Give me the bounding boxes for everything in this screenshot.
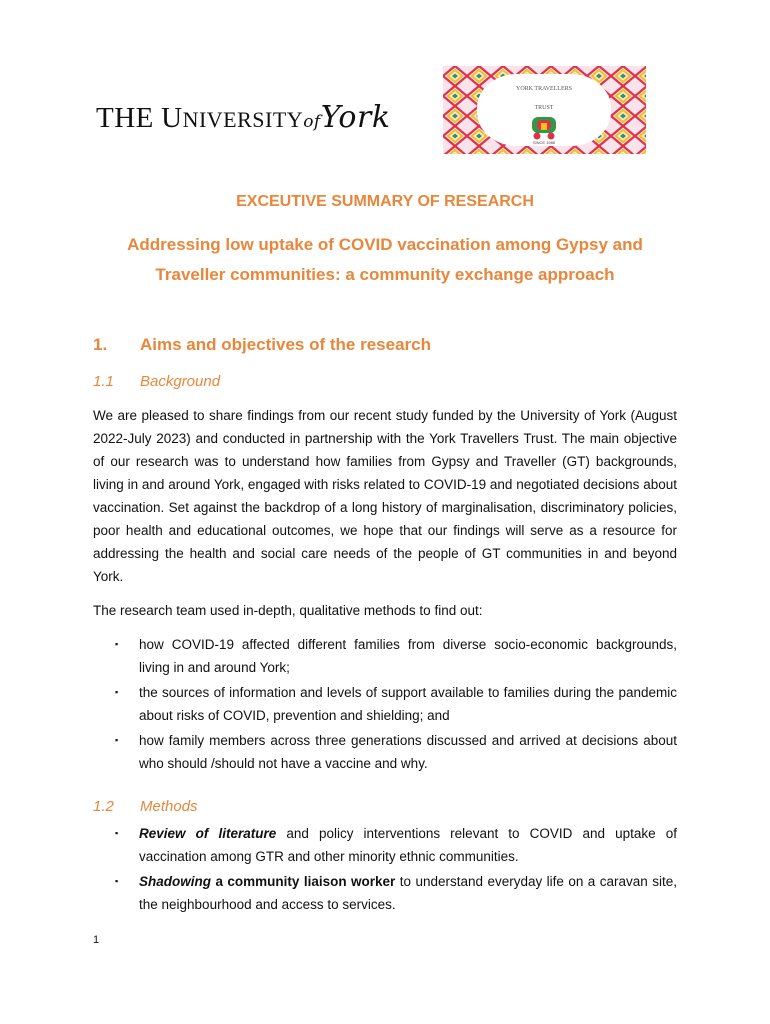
methods-intro-paragraph: The research team used in-depth, qualitative methods to find out: <box>93 603 483 618</box>
york-travellers-trust-logo <box>443 66 646 154</box>
document-title <box>0 230 770 290</box>
bullet-icon: ▪ <box>115 876 119 886</box>
subsection-title: Methods <box>140 798 198 815</box>
aims-bullet-list <box>93 633 677 775</box>
university-of-york-logo: THE UNIVERSITYofYork <box>96 100 391 135</box>
document-title-line1: Addressing low uptake of COVID vaccination among Gypsy and <box>127 235 643 254</box>
ytt-name-line2: TRUST <box>534 105 554 111</box>
page-number: 1 <box>93 934 100 946</box>
document-label: EXCEUTIVE SUMMARY OF RESEARCH <box>236 193 534 210</box>
bullet-icon: ▪ <box>115 639 119 649</box>
subsection-number: 1.2 <box>93 798 114 815</box>
bullet-icon: ▪ <box>115 735 119 745</box>
subsection-heading-1-1 <box>93 373 220 390</box>
methods-bullet-list <box>93 822 677 916</box>
bullet-icon: ▪ <box>115 828 119 838</box>
section-title: Aims and objectives of the research <box>140 335 431 354</box>
bullet-icon: ▪ <box>115 687 119 697</box>
ytt-logo-centre <box>477 74 611 146</box>
subsection-number: 1.1 <box>93 373 114 390</box>
list-item: ▪ how COVID-19 affected different families from diverse socio-economic backgrounds, living in and around York; <box>93 633 677 679</box>
background-paragraph: We are pleased to share findings from our recent study funded by the University of York (August 2022-July 2023) and conducted in partnership with the York Travellers Trust. The main objective of our research was to understand how families from Gypsy and Traveller (GT) backgrounds, living in and around York, engaged with risks related to COVID-19 and negotiated decisions about vaccination. Set against the backdrop of a long history of marginalisation, discriminatory policies, poor health and educational outcomes, we hope that our findings will serve as a resource for addressing the health and social care needs of the people of GT communities in and beyond York. <box>93 408 677 584</box>
wagon-icon <box>529 114 559 140</box>
list-item: ▪ Review of literature and policy interventions relevant to COVID and uptake of vaccination among GTR and other minority ethnic communities. <box>93 822 677 868</box>
subsection-heading-1-2 <box>93 798 198 815</box>
document-title-line2: Traveller communities: a community exchange approach <box>155 265 615 284</box>
subsection-title: Background <box>140 373 221 390</box>
section-number: 1. <box>93 335 108 354</box>
list-item: ▪ how family members across three generations discussed and arrived at decisions about who should /should not have a vaccine and why. <box>93 729 677 775</box>
list-item: ▪ Shadowing a community liaison worker to understand everyday life on a caravan site, the neighbourhood and access to services. <box>93 870 677 916</box>
section-heading-1 <box>93 335 431 355</box>
ytt-since: SINCE 1986 <box>532 140 556 145</box>
ytt-name-line1: YORK TRAVELLERS <box>516 86 572 92</box>
list-item: ▪ the sources of information and levels of support available to families during the pandemic about risks of COVID, prevention and shielding; and <box>93 681 677 727</box>
